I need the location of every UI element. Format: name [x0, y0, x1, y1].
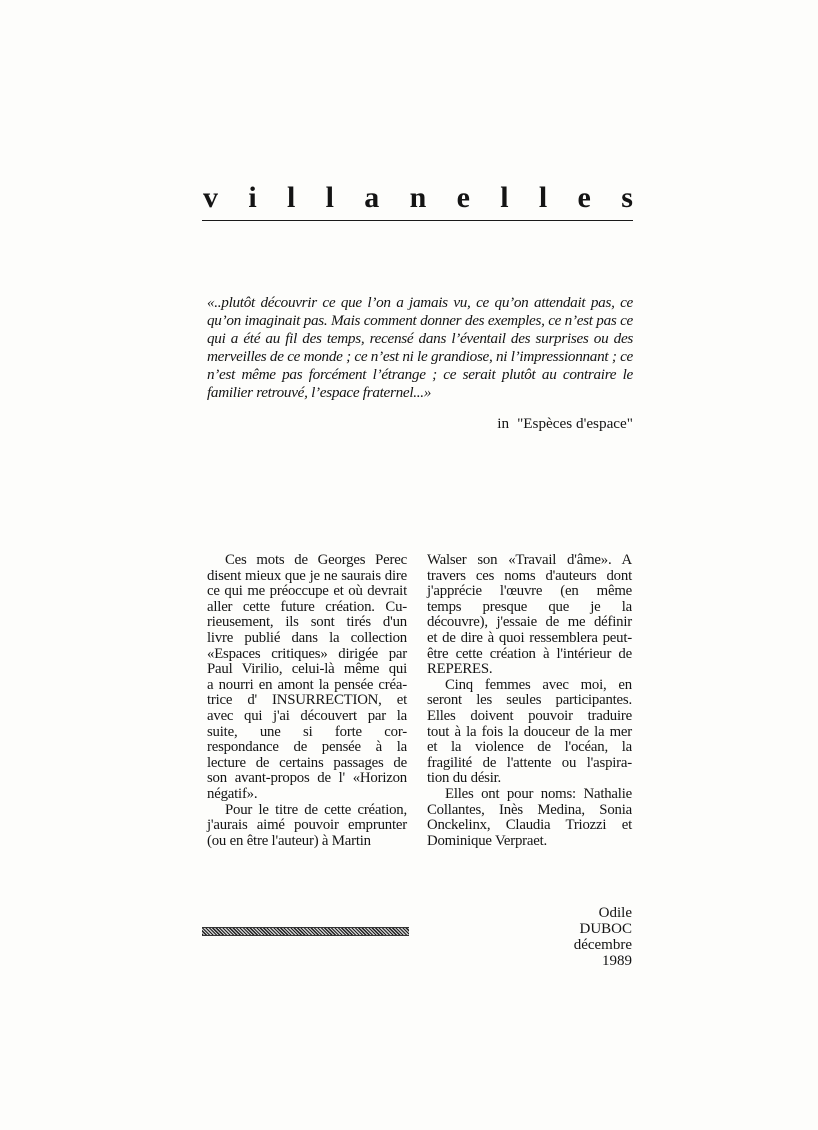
text-line: Pour le titre de cette création,	[225, 801, 407, 818]
title-letter: s	[621, 181, 633, 214]
body-paragraph	[207, 553, 407, 803]
signature-name	[573, 905, 632, 937]
signature-month: décembre	[573, 937, 632, 953]
text-line: et de dire à quoi ressemblera peut-	[427, 629, 632, 646]
text-line: Paul Virilio, celui-là même qui	[207, 661, 407, 678]
text-line: trice d' INSURRECTION, et	[207, 692, 407, 709]
text-line: REPERES.	[427, 661, 493, 678]
title-letter: i	[248, 181, 257, 214]
text-line: Elles doivent pouvoir traduire	[427, 707, 632, 724]
source-prefix: in	[497, 415, 510, 432]
epigraph-quote: «..plutôt découvrir ce que l’on a jamais vu, ce qu’on attendait pas, ce qu’on imaginait pas. Mais comment donner des exemples, ce n’est pas ce qui a été au fil des temps, recensé dans l’éventail des surprises ou des merveilles de ce monde ; ce n’est ni le grandiose, ni l’impressionnant ; ce n’est même pas forcément l’étrange ; ce serait plutôt au contraire le familier retrouvé, l’espace fraternel...»	[207, 294, 633, 401]
text-line: lecture de certains passages de	[207, 754, 407, 771]
text-line: aller cette future création. Cu-	[207, 598, 407, 615]
text-line: ce qui me préoccupe et où devrait	[207, 583, 407, 600]
text-line: (ou en être l'auteur) à Martin	[207, 832, 371, 849]
text-line: temps presque que je la	[427, 598, 632, 615]
page-title	[203, 182, 633, 214]
text-line: avec qui j'ai découvert par la	[207, 707, 407, 724]
text-line: négatif».	[207, 785, 258, 802]
signature-first-name: Odile	[598, 905, 632, 921]
body-paragraph	[207, 803, 407, 850]
text-line: a nourri en amont la pensée créa-	[207, 676, 407, 693]
text-line: Dominique Verpraet.	[427, 832, 548, 849]
body-column-left	[207, 553, 407, 849]
title-letter: l	[500, 181, 509, 214]
text-line: Collantes, Inès Medina, Sonia	[427, 801, 632, 818]
title-letter: v	[203, 181, 218, 214]
text-line: j'aurais aimé pouvoir emprunter	[207, 817, 407, 834]
text-line: Elles ont pour noms: Nathalie	[445, 785, 632, 802]
signature-year: 1989	[602, 953, 632, 969]
text-line: rieusement, ils sont tirés d'un	[207, 614, 407, 631]
text-line: livre publié dans la collection	[207, 629, 407, 646]
text-line: fragilité de l'attente ou l'aspira-	[427, 754, 632, 771]
title-letter: l	[325, 181, 334, 214]
decorative-hatched-bar	[202, 927, 409, 936]
text-line: suite, une si forte cor-	[207, 723, 407, 740]
signature-date	[573, 937, 632, 969]
title-rule	[202, 220, 633, 221]
text-line: Onckelinx, Claudia Triozzi et	[427, 817, 632, 834]
quote-source	[497, 415, 633, 433]
body-paragraph	[427, 553, 632, 678]
body-column-right	[427, 553, 632, 849]
text-line: Walser son «Travail d'âme». A	[427, 552, 632, 568]
text-line: Ces mots de Georges Perec	[225, 552, 407, 568]
text-line: respondance de pensée à la	[207, 739, 407, 756]
text-line: être cette création à l'intérieur de	[427, 645, 632, 662]
signature	[573, 905, 632, 969]
title-letter: e	[456, 181, 470, 214]
text-line: tion du désir.	[427, 770, 502, 787]
title-letter: e	[577, 181, 591, 214]
text-line: tout à la fois la douceur de la mer	[427, 723, 632, 740]
title-letter: a	[364, 181, 380, 214]
text-line: et la violence de l'océan, la	[427, 739, 632, 756]
text-line: travers ces noms d'auteurs dont	[427, 567, 632, 584]
title-letter: l	[538, 181, 548, 214]
title-letter: l	[286, 181, 296, 214]
body-paragraph	[427, 787, 632, 849]
text-line: Cinq femmes avec moi, en	[445, 676, 632, 693]
title-letter: n	[409, 181, 427, 214]
source-title: "Espèces d'espace"	[517, 415, 633, 432]
text-line: «Espaces critiques» dirigée par	[207, 645, 407, 662]
text-line: seront les seules participantes.	[427, 692, 632, 709]
text-line: découvre), j'essaie de me définir	[427, 614, 632, 631]
text-line: son avant-propos de l' «Horizon	[207, 770, 407, 787]
signature-last-name: DUBOC	[579, 921, 632, 937]
body-paragraph	[427, 678, 632, 787]
text-line: disent mieux que je ne saurais dire	[207, 567, 407, 584]
text-line: j'apprécie l'œuvre (en même	[427, 583, 632, 600]
